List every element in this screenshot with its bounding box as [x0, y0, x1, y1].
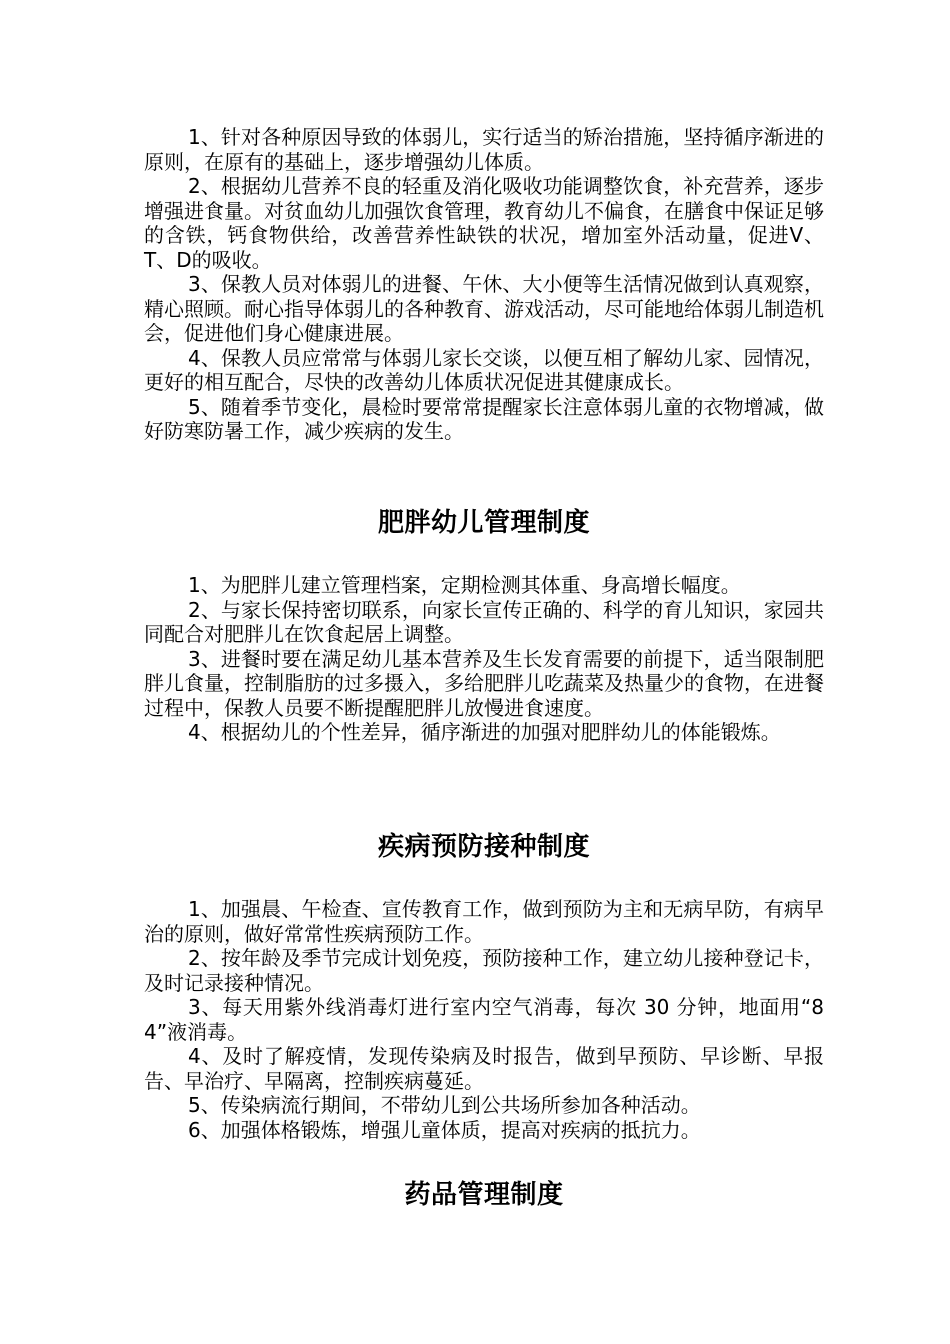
weak-item-3: 3、保教人员对体弱儿的进餐、午休、大小便等生活情况做到认真观察，精心照顾。耐心指导体弱儿的各种教育、游戏活动，尽可能地给体弱儿制造机会，促进他们身心健康进展。 — [144, 272, 824, 345]
disease-item-1: 1、加强晨、午检查、宣传教育工作，做到预防为主和无病早防，有病早治的原则，做好常常性疾病预防工作。 — [144, 897, 824, 946]
disease-prevention-measures — [144, 897, 824, 1142]
disease-section-title: 疾病预防接种制度 — [377, 832, 590, 862]
obese-item-1: 1、为肥胖儿建立管理档案，定期检测其体重、身高增长幅度。 — [188, 573, 741, 597]
obese-item-4: 4、根据幼儿的个性差异，循序渐进的加强对肥胖幼儿的体能锻炼。 — [188, 720, 781, 744]
weak-child-measures — [144, 125, 824, 444]
disease-item-6: 6、加强体格锻炼，增强儿童体质，提高对疾病的抵抗力。 — [188, 1117, 701, 1142]
weak-item-1: 1、针对各种原因导致的体弱儿，实行适当的矫治措施，坚持循序渐进的原则，在原有的基础上，逐步增强幼儿体质。 — [144, 125, 824, 174]
weak-item-5: 5、随着季节变化，晨检时要常常提醒家长注意体弱儿童的衣物增减，做好防寒防暑工作，减少疾病的发生。 — [144, 394, 824, 443]
weak-item-4: 4、保教人员应常常与体弱儿家长交谈，以便互相了解幼儿家、园情况，更好的相互配合，尽快的改善幼儿体质状况促进其健康成长。 — [144, 345, 824, 394]
obese-section-title: 肥胖幼儿管理制度 — [377, 508, 590, 538]
medicine-section-title: 药品管理制度 — [404, 1180, 564, 1210]
obese-item-2: 2、与家长保持密切联系，向家长宣传正确的、科学的育儿知识，家园共同配合对肥胖儿在饮食起居上调整。 — [144, 597, 824, 646]
disease-item-4: 4、及时了解疫情，发现传染病及时报告，做到早预防、早诊断、早报告、早治疗、早隔离，控制疾病蔓延。 — [144, 1044, 824, 1093]
weak-item-2: 2、根据幼儿营养不良的轻重及消化吸收功能调整饮食，补充营养，逐步增强进食量。对贫血幼儿加强饮食管理，教育幼儿不偏食，在膳食中保证足够的含铁，钙食物供给，改善营养性缺铁的状况，增加室外活动量，促进V、T、D的吸收。 — [144, 174, 824, 272]
disease-item-3: 3、每天用紫外线消毒灯进行室内空气消毒，每次 30 分钟，地面用“84”液消毒。 — [144, 995, 824, 1044]
obese-child-measures — [144, 573, 824, 745]
obese-item-3: 3、进餐时要在满足幼儿基本营养及生长发育需要的前提下，适当限制肥胖儿食量，控制脂肪的过多摄入，多给肥胖儿吃蔬菜及热量少的食物，在进餐过程中，保教人员要不断提醒肥胖儿放慢进食速度。 — [144, 646, 824, 720]
disease-item-2: 2、按年龄及季节完成计划免疫，预防接种工作，建立幼儿接种登记卡，及时记录接种情况。 — [144, 946, 824, 995]
disease-item-5: 5、传染病流行期间，不带幼儿到公共场所参加各种活动。 — [188, 1093, 701, 1117]
